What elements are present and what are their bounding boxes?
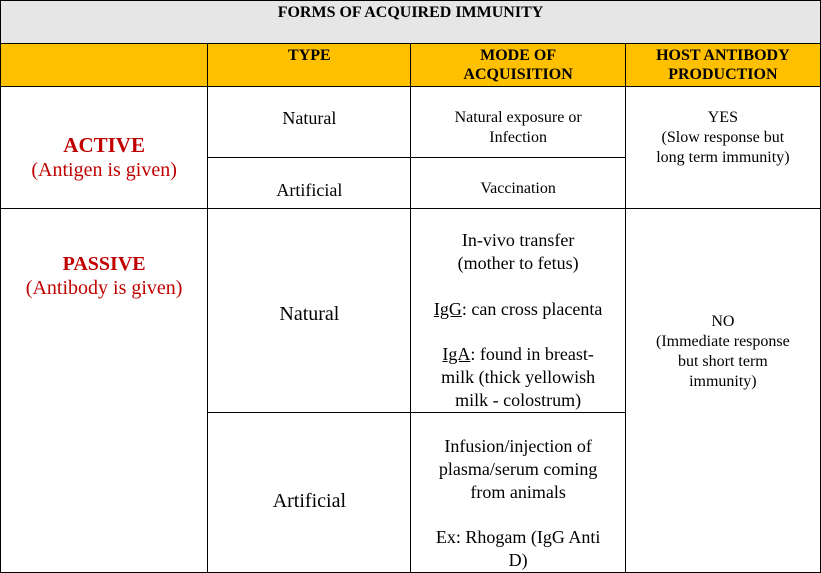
passive-host-line2: (Immediate response <box>656 333 790 350</box>
passive-example-line1: Ex: Rhogam (IgG Anti <box>435 527 601 547</box>
header-type <box>208 44 411 87</box>
passive-artificial-type-text: Artificial <box>272 490 347 512</box>
header-mode-line2: ACQUISITION <box>463 66 573 83</box>
passive-iga-line2: milk (thick yellowish <box>441 367 596 387</box>
active-artificial-mode-text: Vaccination <box>480 180 556 197</box>
passive-host-line1: NO <box>711 313 735 330</box>
passive-natural-type-text: Natural <box>279 303 340 325</box>
active-label: ACTIVE <box>63 133 145 157</box>
active-host-cell <box>625 87 820 209</box>
passive-igg-line <box>411 298 624 321</box>
active-natural-mode-line1: Natural exposure or <box>454 109 582 126</box>
header-type-text: TYPE <box>288 47 331 64</box>
passive-host-line3: but short term <box>677 353 768 370</box>
header-mode <box>411 44 625 87</box>
header-blank-cell <box>1 44 208 87</box>
igg-text: : can cross placenta <box>461 299 603 319</box>
passive-natural-row <box>1 209 821 413</box>
active-artificial-type <box>208 158 411 209</box>
passive-artificial-line1: Infusion/injection of <box>444 436 592 456</box>
passive-artificial-type <box>208 413 411 573</box>
passive-host-line4: immunity) <box>689 373 757 390</box>
active-natural-row <box>1 87 821 158</box>
passive-artificial-line2: plasma/serum coming <box>438 459 598 479</box>
passive-artificial-line3: from animals <box>470 482 566 502</box>
immunity-table <box>0 43 821 573</box>
active-host-line2: (Slow response but <box>661 129 785 146</box>
active-artificial-type-text: Artificial <box>276 180 343 200</box>
table-title <box>0 0 821 45</box>
passive-natural-mode <box>411 209 625 413</box>
active-natural-mode <box>411 87 625 158</box>
iga-text: : found in breast- <box>470 344 594 364</box>
table-title-text: FORMS OF ACQUIRED IMMUNITY <box>277 4 544 21</box>
header-row <box>1 44 821 87</box>
active-host-line3: long term immunity) <box>656 149 790 166</box>
passive-artificial-mode <box>411 413 625 573</box>
passive-iga-line <box>411 343 624 366</box>
active-natural-type-text: Natural <box>282 108 337 128</box>
passive-label: PASSIVE <box>62 253 146 275</box>
passive-transfer-line1: In-vivo transfer <box>461 230 575 250</box>
active-host-line1: YES <box>707 109 738 126</box>
active-natural-mode-line2: Infection <box>489 129 547 146</box>
passive-natural-type <box>208 209 411 413</box>
passive-iga-line3: milk - colostrum) <box>455 390 582 410</box>
active-sublabel: (Antigen is given) <box>31 159 177 181</box>
iga-term: IgA <box>442 344 471 364</box>
active-artificial-mode <box>411 158 625 209</box>
active-category-cell <box>1 87 208 209</box>
header-mode-line1: MODE OF <box>480 47 557 64</box>
active-natural-type <box>208 87 411 158</box>
passive-sublabel: (Antibody is given) <box>25 277 183 299</box>
passive-category-cell <box>1 209 208 573</box>
passive-example-line2: D) <box>508 550 528 570</box>
header-host <box>625 44 820 87</box>
header-host-line2: PRODUCTION <box>668 66 778 83</box>
passive-host-cell <box>625 209 820 573</box>
header-host-line1: HOST ANTIBODY <box>656 47 790 64</box>
passive-transfer-line2: (mother to fetus) <box>457 253 579 273</box>
igg-term: IgG <box>433 299 462 319</box>
